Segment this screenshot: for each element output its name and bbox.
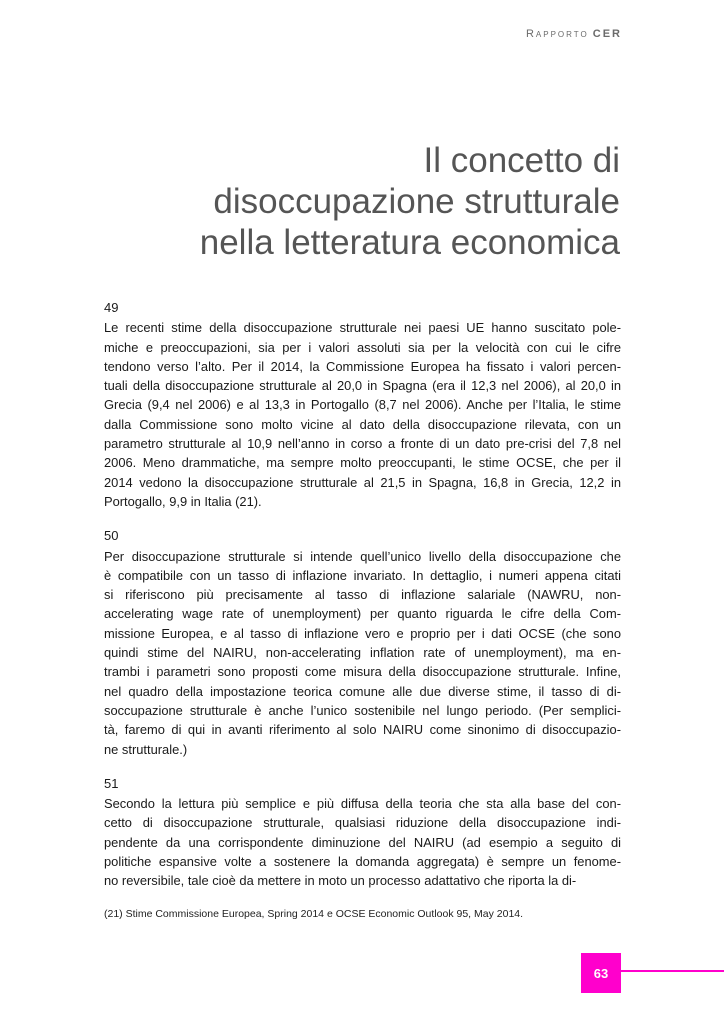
paragraph-line: Secondo la lettura più semplice e più diffusa della teoria che sta alla base del con- (104, 796, 621, 812)
paragraph-line: è compatibile con un tasso di inflazione invariato. In dettaglio, i numeri appena citati (104, 567, 621, 583)
paragraph-line: pendente da una corrispondente diminuzione del NAIRU (ad esempio a seguito di (104, 834, 621, 850)
paragraph-line: tendono verso l’alto. Per il 2014, la Commissione Europea ha fissato i valori percen- (104, 358, 621, 374)
paragraph-line: Le recenti stime della disoccupazione strutturale nei paesi UE hanno suscitato pole- (104, 320, 621, 336)
chapter-title-line-2: disoccupazione strutturale (213, 182, 620, 221)
running-head-cer: CER (592, 28, 622, 40)
chapter-title-line-1: Il concetto di (423, 141, 620, 180)
paragraph-line: accelerating wage rate of unemployment) per quanto riguarda le cifre della Com- (104, 606, 621, 622)
paragraph-line: missione Europea, e al tasso di inflazione vero e proprio per i dati OCSE (che sono (104, 625, 621, 641)
paragraph (104, 547, 621, 759)
chapter-title (100, 140, 620, 263)
paragraph-line: Portogallo, 9,9 in Italia (21). (104, 493, 262, 509)
paragraph-line: ne strutturale.) (104, 741, 188, 757)
paragraph-line: 2006. Meno drammatiche, ma sempre molto preoccupanti, le stime OCSE, che per il (104, 455, 621, 471)
paragraph-line: si riferiscono più precisamente al tasso di inflazione salariale (NAWRU, non- (104, 587, 621, 603)
paragraph-line: tuali della disoccupazione strutturale al 20,0 in Spagna (era il 12,3 nel 2006), al 20,0 in (104, 378, 621, 394)
paragraph-line: tà, faremo di qui in avanti riferimento al solo NAIRU come sinonimo di disoccupazio- (104, 722, 621, 738)
paragraph-line: no reversibile, tale cioè da mettere in moto un processo adattativo che riporta la di- (104, 873, 577, 889)
paragraph-line: politiche espansive volte a sostenere la domanda aggregata) è sempre un fenome- (104, 854, 621, 870)
paragraph-line: cetto di disoccupazione strutturale, qualsiasi riduzione della disoccupazione indi- (104, 815, 621, 831)
body-text (104, 298, 621, 906)
paragraph-number: 50 (104, 528, 119, 544)
footnote: (21) Stime Commissione Europea, Spring 2014 e OCSE Economic Outlook 95, May 2014. (104, 908, 524, 920)
paragraph-number: 49 (104, 300, 119, 315)
paragraph-line: parametro strutturale al 10,9 nell’anno in corso a fronte di un dato pre-crisi del 7,8 nel (104, 436, 621, 452)
running-head-rapporto: Rapporto (525, 28, 589, 40)
paragraph-line: trambi i parametri sono proposti come misura della disoccupazione strutturale. Infine, (104, 664, 621, 680)
paragraph-line: Grecia (9,4 nel 2006) e al 13,3 in Portogallo (8,7 nel 2006). Anche per l’Italia, le stime (104, 397, 621, 413)
paragraph-line: soccupazione strutturale è anche l’unico sostenibile nel lungo periodo. (Per semplici- (104, 702, 621, 718)
paragraph-line: miche e preoccupazioni, sia per i valori assoluti sia per la velocità con cui le cifre (104, 339, 621, 355)
paragraph-line: nel quadro della impostazione teorica comune alle due diverse stime, il tasso di di- (104, 683, 621, 699)
page-number-box (581, 953, 621, 993)
paragraph-line: Per disoccupazione strutturale si intende quell’unico livello della disoccupazione che (104, 548, 621, 564)
paragraph-line: 2014 vedono la disoccupazione strutturale al 21,5 in Spagna, 16,8 in Grecia, 12,2 in (104, 474, 621, 490)
paragraph-line: quindi stime del NAIRU, non-accelerating inflation rate of unemployment), ma en- (104, 645, 621, 661)
chapter-title-line-3: nella letteratura economica (199, 223, 620, 262)
running-head (526, 28, 622, 40)
paragraph-line: dalla Commissione sono molto vicine al dato della disoccupazione rilevata, con un (104, 416, 621, 432)
page-number: 63 (593, 965, 609, 981)
page-rule (621, 970, 724, 972)
paragraph-number: 51 (104, 775, 119, 791)
paragraph (104, 318, 621, 511)
paragraph (104, 794, 621, 890)
